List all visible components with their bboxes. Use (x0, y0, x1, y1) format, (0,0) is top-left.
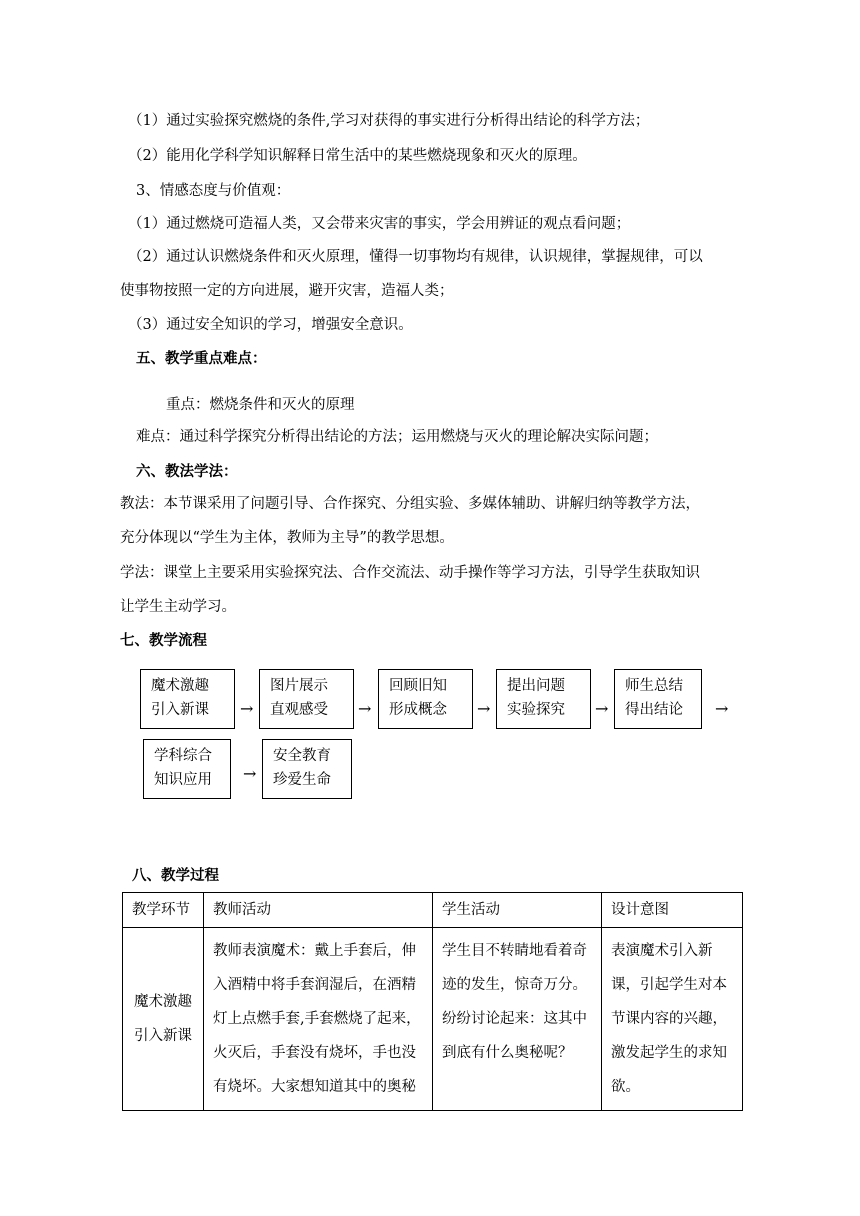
flow-label: 图片展示 (270, 678, 328, 694)
text-line: 充分体现以“学生为主体，教师为主导”的教学思想。 (120, 530, 454, 546)
flow-label: 魔术激趣 (151, 678, 209, 694)
flow-label: 直观感受 (270, 702, 328, 718)
flow-label: 知识应用 (154, 772, 212, 788)
table-header: 教师活动 (204, 893, 433, 928)
text-line: （3）通过安全知识的学习，增强安全意识。 (128, 317, 413, 333)
text-line: （1）通过燃烧可造福人类，又会带来灾害的事实，学会用辨证的观点看问题； (128, 216, 631, 232)
cell-line: 表演魔术引入新 (611, 943, 713, 959)
flow-label: 回顾旧知 (389, 678, 447, 694)
stage-cell (123, 928, 204, 1111)
flow-label: 学科综合 (154, 748, 212, 764)
cell-line: 激发起学生的求知 (611, 1045, 727, 1061)
cell-line: 学生目不转睛地看着奇 (442, 943, 587, 959)
flow-box (262, 739, 352, 799)
design-intent-cell (602, 928, 743, 1111)
teacher-activity-cell (204, 928, 433, 1111)
section-title: 七、教学流程 (120, 632, 207, 649)
flow-label: 提出问题 (507, 678, 565, 694)
flow-box (614, 669, 702, 729)
cell-line: 到底有什么奥秘呢？ (442, 1045, 573, 1061)
section-title: 六、教法学法： (136, 463, 238, 480)
text-line: （2）能用化学科学知识解释日常生活中的某些燃烧现象和灭火的原理。 (128, 148, 587, 164)
flow-box (140, 669, 235, 729)
text-line: 使事物按照一定的方向进展，避开灾害，造福人类； (120, 283, 454, 299)
table-header-row (123, 893, 743, 928)
text-line: （2）通过认识燃烧条件和灭火原理，懂得一切事物均有规律，认识规律，掌握规律，可以 (128, 249, 703, 265)
table-header: 设计意图 (602, 893, 743, 928)
flow-box (143, 739, 231, 799)
arrow-icon: → (240, 699, 254, 718)
flow-label: 得出结论 (625, 702, 683, 718)
cell-line: 入酒精中将手套润湿后，在酒精 (213, 977, 416, 993)
difficult-point: 难点：通过科学探究分析得出结论的方法；运用燃烧与灭火的理论解决实际问题； (136, 429, 658, 445)
cell-line: 纷纷讨论起来：这其中 (442, 1011, 587, 1027)
section-title: 五、教学重点难点： (136, 350, 267, 367)
cell-line: 引入新课 (134, 1028, 192, 1044)
arrow-icon: → (358, 699, 372, 718)
cell-line: 欲。 (611, 1079, 640, 1095)
flow-label: 形成概念 (389, 702, 447, 718)
student-activity-cell (433, 928, 602, 1111)
flow-label: 珍爱生命 (273, 772, 331, 788)
cell-line: 节课内容的兴趣， (611, 1011, 727, 1027)
key-point: 重点：燃烧条件和灭火的原理 (166, 397, 355, 413)
arrow-icon: → (715, 699, 729, 718)
cell-line: 有烧坏。大家想知道其中的奥秘 (213, 1079, 416, 1095)
flow-box (378, 669, 473, 729)
cell-line: 魔术激趣 (134, 994, 192, 1010)
flow-label: 师生总结 (625, 678, 683, 694)
flow-box (496, 669, 591, 729)
cell-line: 迹的发生，惊奇万分。 (442, 977, 587, 993)
cell-line: 灯上点燃手套,手套燃烧了起来， (213, 1011, 421, 1027)
cell-line: 火灭后，手套没有烧坏，手也没 (213, 1045, 416, 1061)
flow-label: 引入新课 (151, 702, 209, 718)
arrow-icon: → (477, 699, 491, 718)
table-row (123, 928, 743, 1111)
flow-box (259, 669, 354, 729)
table-header: 教学环节 (123, 893, 204, 928)
text-line: 3、情感态度与价值观： (136, 183, 291, 199)
cell-line: 教师表演魔术：戴上手套后，伸 (213, 943, 416, 959)
process-table (122, 892, 743, 1111)
table-header: 学生活动 (433, 893, 602, 928)
text-line: 让学生主动学习。 (120, 599, 236, 615)
section-title: 八、教学过程 (132, 867, 219, 884)
text-line: 教法：本节课采用了问题引导、合作探究、分组实验、多媒体辅助、讲解归纳等教学方法， (120, 496, 700, 512)
flow-label: 安全教育 (273, 748, 331, 764)
arrow-icon: → (243, 764, 257, 783)
cell-line: 课，引起学生对本 (611, 977, 727, 993)
text-line: 学法：课堂上主要采用实验探究法、合作交流法、动手操作等学习方法，引导学生获取知识 (120, 565, 700, 581)
arrow-icon: → (595, 699, 609, 718)
flow-label: 实验探究 (507, 702, 565, 718)
text-line: （1）通过实验探究燃烧的条件,学习对获得的事实进行分析得出结论的科学方法； (128, 113, 650, 129)
